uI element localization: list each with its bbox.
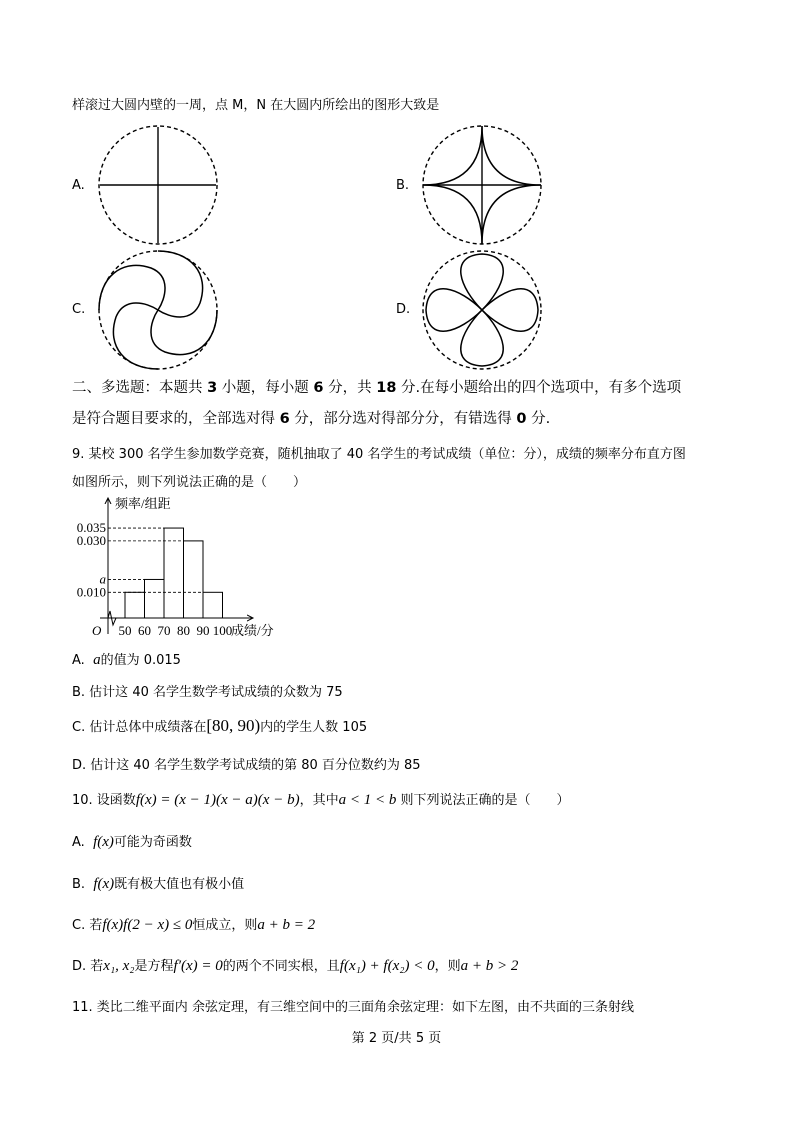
- section2-line2: 是符合题目要求的，全部选对得 6 分，部分选对得部分分，有错选得 0 分.: [72, 411, 551, 427]
- q10-option-b: B. f(x)既有极大值也有极小值: [72, 876, 245, 892]
- option-c-label: C.: [72, 302, 86, 317]
- intro-line: 样滚过大圆内壁的一周，点 M，N 在大圆内所绘出的图形大致是: [72, 98, 440, 113]
- x-tick-label: 70: [157, 623, 171, 638]
- histogram-bar: [164, 528, 184, 618]
- petal: [461, 254, 503, 310]
- x-tick-label: 50: [118, 623, 132, 638]
- q10-option-d: D. 若x₁, x₂是方程f′(x) = 0的两个不同实根，且f(x₁) + f(x₂) < 0，则a + b > 2: [72, 958, 519, 974]
- q9-option-d: D. 估计这 40 名学生数学考试成绩的第 80 百分位数约为 85: [72, 758, 421, 773]
- option-d-label: D.: [396, 302, 411, 317]
- q11-stem: 11. 类比二维平面内 余弦定理，有三维空间中的三面角余弦定理：如下左图，由不共面的三条射线: [72, 1000, 634, 1015]
- y-tick-label: 0.035: [76, 520, 106, 536]
- x-tick-label: 60: [138, 623, 151, 638]
- option-c-figure: [96, 248, 220, 372]
- y-tick-label: 0.010: [76, 584, 106, 600]
- q9-option-a: A. a的值为 0.015: [72, 652, 181, 668]
- q10-option-a: A. f(x)可能为奇函数: [72, 834, 192, 850]
- histogram: [70, 494, 295, 642]
- x-tick-label: 80: [177, 623, 190, 638]
- option-b-figure: [420, 123, 544, 247]
- q10-stem: 10. 设函数f(x) = (x − 1)(x − a)(x − b)，其中a < 1 < b 则下列说法正确的是（ ）: [72, 792, 570, 808]
- y-axis-label: 频率/组距: [115, 496, 171, 511]
- petal: [461, 310, 503, 366]
- y-tick-label: 0.030: [76, 532, 106, 548]
- section2-line1: 二、多选题：本题共 3 小题，每小题 6 分，共 18 分.在每小题给出的四个选项中，有多个选项: [72, 380, 682, 396]
- x-axis-label: 成绩/分: [231, 623, 274, 638]
- x-tick-label: 100: [212, 623, 233, 638]
- y-tick-label: a: [99, 571, 106, 587]
- histogram-bar: [184, 541, 204, 618]
- q9-stem-line1: 9. 某校 300 名学生参加数学竞赛，随机抽取了 40 名学生的考试成绩（单位：分），成绩的频率分布直方图: [72, 447, 686, 462]
- petal: [426, 289, 482, 331]
- page-footer: 第 2 页/共 5 页: [351, 1031, 442, 1046]
- petal: [482, 289, 538, 331]
- q10-option-c: C. 若f(x)f(2 − x) ≤ 0恒成立，则a + b = 2: [72, 917, 316, 933]
- x-tick-label: 90: [196, 623, 210, 638]
- origin-label: O: [92, 623, 102, 638]
- option-a-figure: [96, 123, 220, 247]
- histogram-bar: [145, 579, 165, 618]
- histogram-bar: [125, 592, 145, 618]
- option-b-label: B.: [396, 178, 410, 193]
- q9-option-b: B. 估计这 40 名学生数学考试成绩的众数为 75: [72, 685, 343, 700]
- q9-option-c: C. 估计总体中成绩落在[80, 90)内的学生人数 105: [72, 716, 368, 735]
- option-a-label: A.: [72, 178, 85, 193]
- histogram-bar: [203, 592, 223, 618]
- q9-stem-line2: 如图所示，则下列说法正确的是（ ）: [72, 475, 307, 490]
- option-d-figure: [420, 248, 544, 372]
